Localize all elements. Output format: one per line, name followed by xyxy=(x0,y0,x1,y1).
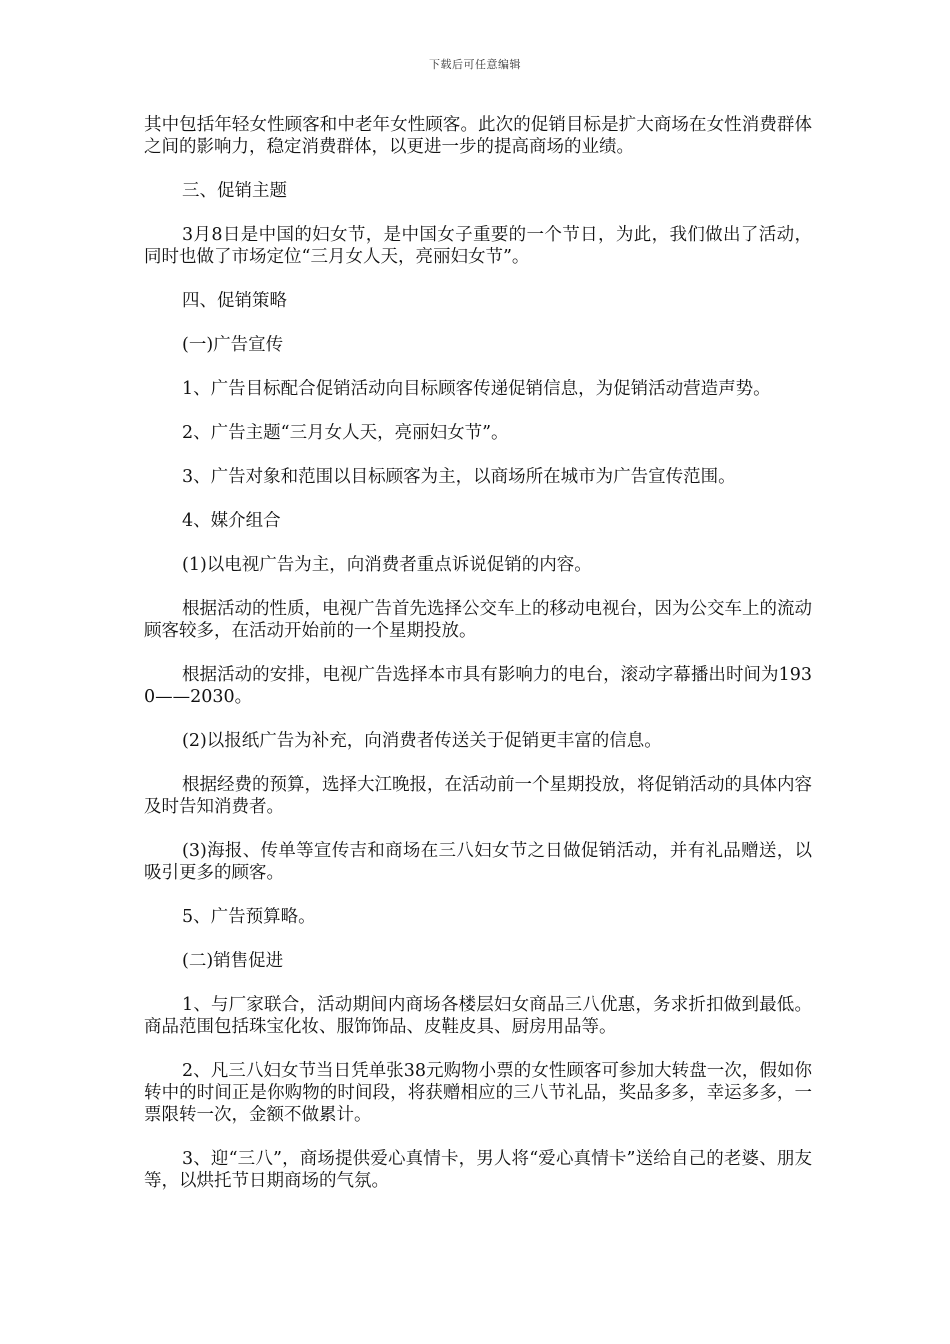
list-item: (3)海报、传单等宣传吉和商场在三八妇女节之日做促销活动，并有礼品赠送，以吸引更多的顾客。 xyxy=(144,841,812,883)
paragraph: 3月8日是中国的妇女节，是中国女子重要的一个节日，为此，我们做出了活动，同时也做了市场定位“三月女人天，亮丽妇女节”。 xyxy=(144,225,812,267)
list-item: (2)以报纸广告为补充，向消费者传送关于促销更丰富的信息。 xyxy=(182,731,662,751)
paragraph: 根据活动的安排，电视广告选择本市具有影响力的电台，滚动字幕播出时间为1930——2030。 xyxy=(144,665,812,707)
list-item: 4、媒介组合 xyxy=(182,511,281,531)
subsection-heading: (二)销售促进 xyxy=(182,951,284,971)
page-header-note: 下载后可任意编辑 xyxy=(429,58,521,71)
section-heading: 四、促销策略 xyxy=(182,291,287,311)
list-item: 3、迎“三八”，商场提供爱心真情卡，男人将“爱心真情卡”送给自己的老婆、朋友等，以烘托节日期商场的气氛。 xyxy=(144,1149,812,1191)
paragraph: 其中包括年轻女性顾客和中老年女性顾客。此次的促销目标是扩大商场在女性消费群体之间的影响力，稳定消费群体，以更进一步的提高商场的业绩。 xyxy=(144,115,812,157)
subsection-heading: (一)广告宣传 xyxy=(182,335,284,355)
list-item: 1、广告目标配合促销活动向目标顾客传递促销信息，为促销活动营造声势。 xyxy=(182,379,771,399)
list-item: 2、广告主题“三月女人天，亮丽妇女节”。 xyxy=(182,423,509,443)
list-item: 2、凡三八妇女节当日凭单张38元购物小票的女性顾客可参加大转盘一次，假如你转中的时间正是你购物的时间段，将获赠相应的三八节礼品，奖品多多，幸运多多，一票限转一次，金额不做累计。 xyxy=(144,1061,812,1125)
list-item: 5、广告预算略。 xyxy=(182,907,316,927)
document-body xyxy=(144,114,812,1214)
list-item: 3、广告对象和范围以目标顾客为主，以商场所在城市为广告宣传范围。 xyxy=(182,467,736,487)
list-item: 1、与厂家联合，活动期间内商场各楼层妇女商品三八优惠，务求折扣做到最低。商品范围包括珠宝化妆、服饰饰品、皮鞋皮具、厨房用品等。 xyxy=(144,995,812,1037)
list-item: (1)以电视广告为主，向消费者重点诉说促销的内容。 xyxy=(182,555,592,575)
paragraph: 根据活动的性质，电视广告首先选择公交车上的移动电视台，因为公交车上的流动顾客较多，在活动开始前的一个星期投放。 xyxy=(144,599,812,641)
paragraph: 根据经费的预算，选择大江晚报，在活动前一个星期投放，将促销活动的具体内容及时告知消费者。 xyxy=(144,775,812,817)
section-heading: 三、促销主题 xyxy=(182,181,287,201)
